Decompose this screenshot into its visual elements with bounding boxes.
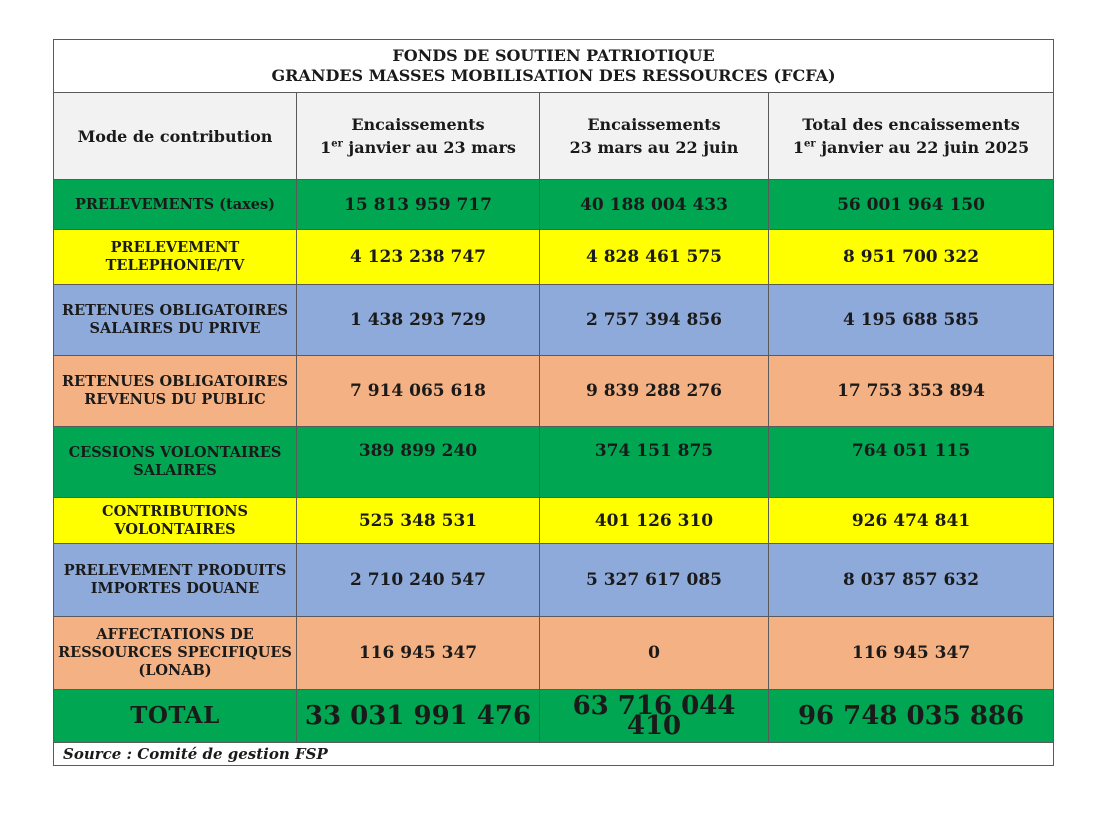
row-value-col2: 9 839 288 276 (540, 356, 769, 427)
table-title (54, 40, 1054, 93)
header-col2-line1: Encaissements (587, 115, 721, 134)
row-value-col2: 0 (540, 617, 769, 690)
header-col1 (297, 93, 540, 180)
header-col1-rest: janvier au 23 mars (342, 138, 516, 157)
header-col3-daynum: 1 (792, 138, 804, 157)
row-value-col1: 7 914 065 618 (297, 356, 540, 427)
row-value-col3: 926 474 841 (769, 498, 1054, 544)
row-value-col1: 116 945 347 (297, 617, 540, 690)
fsp-resources-table-container (53, 39, 1053, 766)
row-value-col1: 389 899 240 (297, 427, 540, 498)
row-label: RETENUES OBLIGATOIRES REVENUS DU PUBLIC (54, 356, 297, 427)
row-value-col2: 4 828 461 575 (540, 230, 769, 285)
header-col1-sup: er (331, 138, 343, 150)
total-value-col3: 96 748 035 886 (769, 690, 1054, 743)
row-value-col3: 17 753 353 894 (769, 356, 1054, 427)
row-value-col1: 2 710 240 547 (297, 544, 540, 617)
row-label: AFFECTATIONS DE RESSOURCES SPECIFIQUES (LONAB) (54, 617, 297, 690)
source-note: Source : Comité de gestion FSP (54, 743, 1054, 766)
table-row (54, 356, 1054, 427)
row-value-col2: 40 188 004 433 (540, 180, 769, 230)
row-value-col2: 374 151 875 (540, 427, 769, 498)
header-col1-line1: Encaissements (351, 115, 485, 134)
header-col2-line2: 23 mars au 22 juin (569, 138, 739, 157)
table-row (54, 180, 1054, 230)
table-row (54, 427, 1054, 498)
header-col3 (769, 93, 1054, 180)
table-row (54, 285, 1054, 356)
title-line-1: FONDS DE SOUTIEN PATRIOTIQUE (392, 46, 715, 65)
table-row (54, 230, 1054, 285)
row-label: PRELEVEMENTS (taxes) (54, 180, 297, 230)
row-value-col2: 2 757 394 856 (540, 285, 769, 356)
row-value-col3: 8 037 857 632 (769, 544, 1054, 617)
row-value-col1: 525 348 531 (297, 498, 540, 544)
row-value-col3: 8 951 700 322 (769, 230, 1054, 285)
title-line-2: GRANDES MASSES MOBILISATION DES RESSOURCES (FCFA) (271, 66, 836, 85)
header-col2 (540, 93, 769, 180)
total-value-col2: 63 716 044 410 (540, 690, 769, 743)
row-value-col3: 116 945 347 (769, 617, 1054, 690)
row-value-col1: 4 123 238 747 (297, 230, 540, 285)
row-value-col1: 15 813 959 717 (297, 180, 540, 230)
header-col1-daynum: 1 (320, 138, 332, 157)
row-value-col3: 4 195 688 585 (769, 285, 1054, 356)
row-value-col3: 764 051 115 (769, 427, 1054, 498)
row-value-col2: 5 327 617 085 (540, 544, 769, 617)
table-row (54, 617, 1054, 690)
row-value-col1: 1 438 293 729 (297, 285, 540, 356)
row-label: CESSIONS VOLONTAIRES SALAIRES (54, 427, 297, 498)
header-mode: Mode de contribution (54, 93, 297, 180)
header-col3-line2 (773, 136, 1049, 159)
header-col1-line2 (301, 136, 535, 159)
row-label: PRELEVEMENT PRODUITS IMPORTES DOUANE (54, 544, 297, 617)
table-row (54, 544, 1054, 617)
row-label: PRELEVEMENT TELEPHONIE/TV (54, 230, 297, 285)
total-row (54, 690, 1054, 743)
header-col3-sup: er (803, 138, 816, 150)
header-col3-rest: janvier au 22 juin 2025 (815, 138, 1030, 157)
total-value-col1: 33 031 991 476 (297, 690, 540, 743)
fsp-resources-table (53, 39, 1054, 766)
total-label: TOTAL (54, 690, 297, 743)
table-row (54, 498, 1054, 544)
row-label: RETENUES OBLIGATOIRES SALAIRES DU PRIVE (54, 285, 297, 356)
row-label: CONTRIBUTIONS VOLONTAIRES (54, 498, 297, 544)
header-col3-line1: Total des encaissements (802, 115, 1020, 134)
row-value-col2: 401 126 310 (540, 498, 769, 544)
row-value-col3: 56 001 964 150 (769, 180, 1054, 230)
